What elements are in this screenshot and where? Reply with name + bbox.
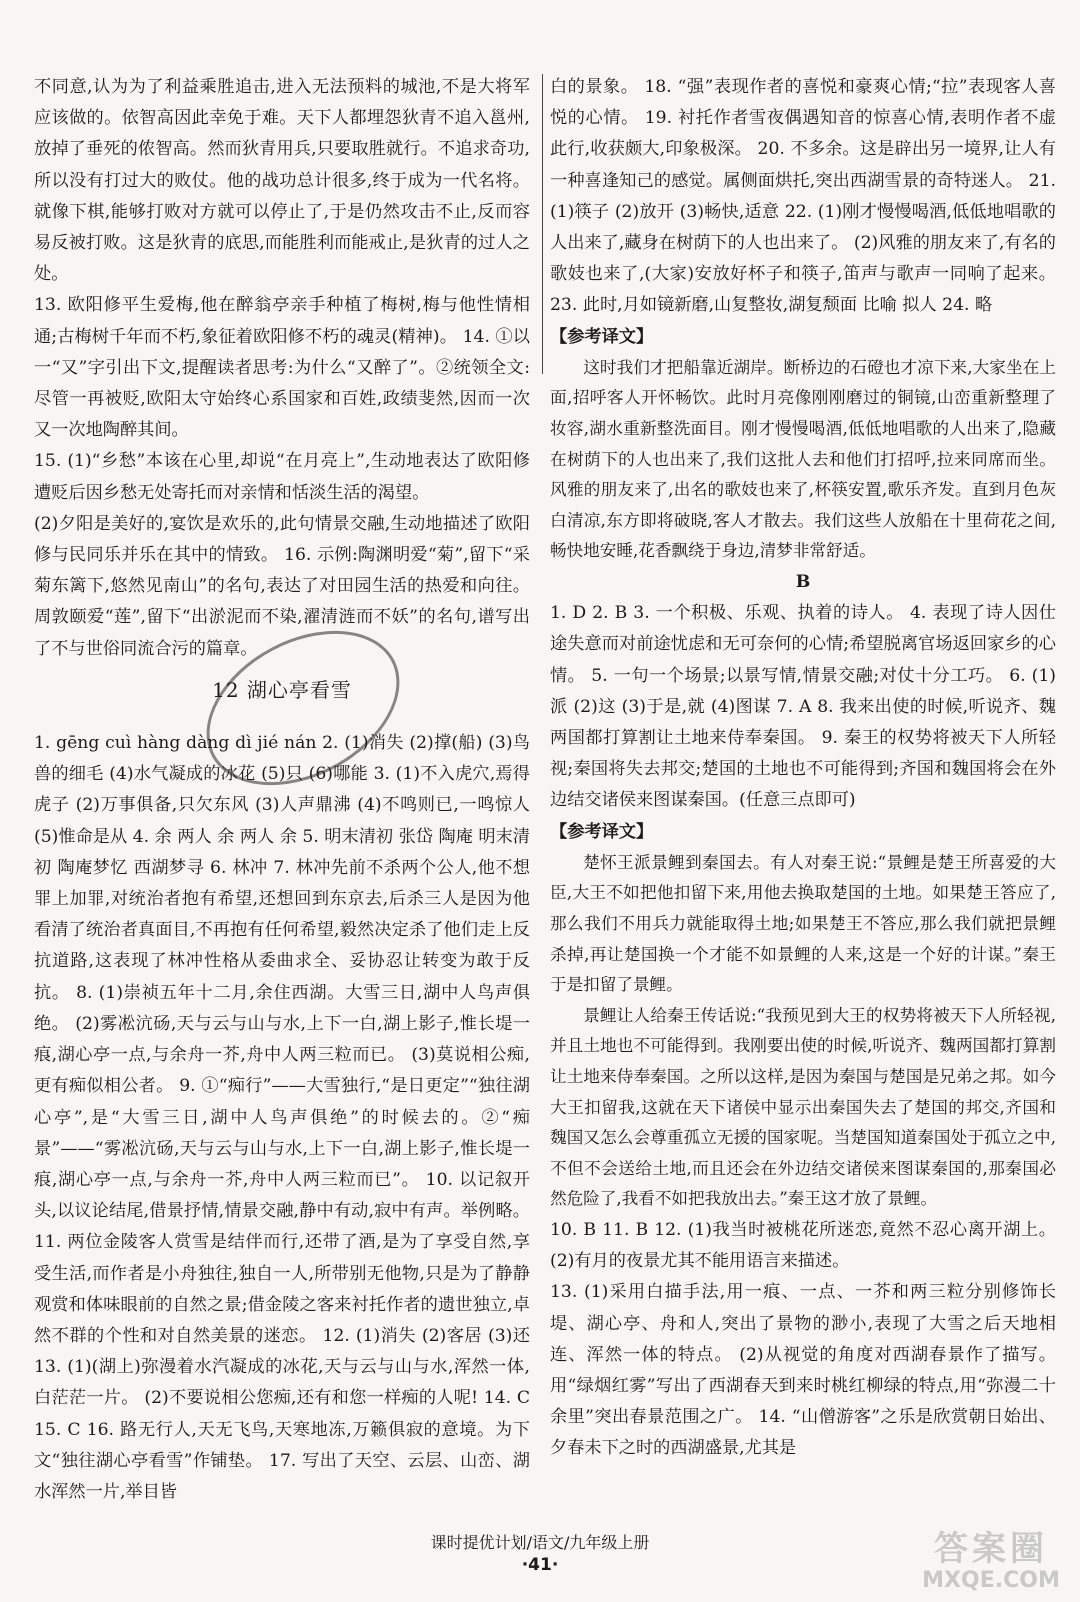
reference-translation-label: 【参考译文】: [550, 326, 654, 347]
translation-paragraph: 楚怀王派景鲤到秦国去。有人对秦王说:“景鲤是楚王所喜爱的大臣,大王不如把他扣留下来,用他去换取楚国的土地。如果楚王答应了,那么我们不用兵力就能取得土地;如果楚王不答应,那么我们就把景鲤杀掉,再让楚国换一个才能不如景鲤的人来,这是一个好的计谋。”秦王于是扣留了景鲤。: [550, 852, 1056, 995]
watermark-url: MXQE.COM: [922, 1568, 1060, 1593]
answer-paragraph: 13. 欧阳修平生爱梅,他在醉翁亭亲手种植了梅树,梅与他性情相通;古梅树千年而不朽,象征着欧阳修不朽的魂灵(精神)。 14. ①以一“又”字引出下文,提醒读者思考:为什么“又醉了”。②统领全文:尽管一再被贬,欧阳太守始终心系国家和百姓,政绩斐然,因而一次又一次地陶醉其间。: [34, 295, 530, 441]
left-column: [34, 72, 530, 1508]
page-number: ·41·: [521, 1555, 559, 1575]
answer-paragraph: (2)夕阳是美好的,宴饮是欢乐的,此句情景交融,生动地描述了欧阳修与民同乐并乐在其中的情致。 16. 示例:陶渊明爱“菊”,留下“采菊东篱下,悠然见南山”的名句,表达了对田园生活的热爱和向往。周敦颐爱“莲”,留下“出淤泥而不染,濯清涟而不妖”的名句,谱写出了不与世俗同流合污的篇章。: [34, 513, 530, 659]
translation-paragraph: 景鲤让人给秦王传话说:“我预见到大王的权势将被天下人所轻视,并且土地也不可能得到。我刚要出使的时候,听说齐、魏两国都打算割让土地来侍奉秦国。之所以这样,是因为秦国与楚国是兄弟之邦。如今大王扣留我,这就在天下诸侯中显示出秦国失去了楚国的邦交,齐国和魏国又怎么会尊重孤立无援的国家呢。当楚国知道秦国处于孤立之中,不但不会送给土地,而且还会在外边结交诸侯来图谋秦国的,那秦国必然危险了,我看不如把我放出去。”秦王这才放了景鲤。: [550, 1005, 1056, 1209]
watermark-logo-text: 答案圈: [934, 1529, 1048, 1569]
section-heading-b: B: [795, 571, 811, 592]
footer-book-title: 课时提优计划/语文/九年级上册: [430, 1533, 650, 1552]
answer-paragraph: 13. (1)采用白描手法,用一痕、一点、一芥和两三粒分别修饰长堤、湖心亭、舟和人,突出了景物的渺小,表现了大雪之后天地相连、浑然一体的特点。 (2)从视觉的角度对西湖春景作了描写。用“绿烟红雾”写出了西湖春天到来时桃红柳绿的特点,用“弥漫二十余里”突出春景范围之广。 14. “山僧游客”之乐是欣赏朝日始出、夕春未下之时的西湖盛景,尤其是: [550, 1282, 1056, 1459]
translation-paragraph: 这时我们才把船靠近湖岸。断桥边的石磴也才凉下来,大家坐在上面,招呼客人开怀畅饮。此时月亮像刚刚磨过的铜镜,山峦重新整理了妆容,湖水重新整洗面目。刚才慢慢喝酒,低低地唱歌的人出来了,隐藏在树荫下的人也出来了,我们这批人去和他们打招呼,拉来同席而坐。风雅的朋友来了,出名的歌妓也来了,杯筷安置,歌乐齐发。直到月色灰白清凉,东方即将破晓,客人才散去。我们这些人放船在十里荷花之间,畅快地安睡,花香飘绕于身边,清梦非常舒适。: [550, 357, 1056, 561]
answer-paragraph: 1. D 2. B 3. 一个积极、乐观、执着的诗人。 4. 表现了诗人因仕途失意而对前途忧虑和无可奈何的心情;希望脱离官场返回家乡的心情。 5. 一句一个场景;以景写情,情景交融;对仗十分工巧。 6. (1)派 (2)这 (3)于是,就 (4)图谋 7. A 8. 我来出使的时候,听说齐、魏两国都打算割让土地来侍奉秦国。 9. 秦王的权势将被天下人所轻视;秦国将失去邦交;楚国的土地也不可能得到;齐国和魏国将会在外边结交诸侯来图谋秦国。(任意三点即可): [550, 603, 1056, 811]
right-column: [550, 72, 1056, 1465]
answer-paragraph: 不同意,认为为了利益乘胜追击,进入无法预料的城池,不是大将军应该做的。依智高因此幸免于难。天下人都埋怨狄青不追入邕州,放掉了垂死的侬智高。然而狄青用兵,只要取胜就行。不追求奇功,所以没有打过大的败仗。他的战功总计很多,终于成为一代名将。就像下棋,能够打败对方就可以停止了,于是仍然攻击不止,反而容易反被打败。这是狄青的底思,而能胜利而能戒止,是狄青的过人之处。: [34, 77, 530, 285]
answer-paragraph: 10. B 11. B 12. (1)我当时被桃花所迷恋,竟然不忍心离开湖上。 (2)有月的夜景尤其不能用语言来描述。: [550, 1219, 1056, 1272]
answer-paragraph: 15. (1)“乡愁”本该在心里,却说“在月亮上”,生动地表达了欧阳修遭贬后因乡愁无处寄托而对亲情和恬淡生活的渴望。: [34, 451, 530, 503]
answer-paragraph: 1. gēng cuì hàng dàng dì jié nán 2. (1)消失 (2)撑(船) (3)鸟兽的细毛 (4)水气凝成的冰花 (5)只 (6)哪能 3. (1)不入虎穴,焉得虎子 (2)万事俱备,只欠东风 (3)人声鼎沸 (4)不鸣则已,一鸣惊人 (5)惟命是从 4. 余 两人 余 两人 余 5. 明末清初 张岱 陶庵 明末清初 陶庵梦忆 西湖梦寻 6. 林冲 7. 林冲先前不杀两个公人,他不想罪上加罪,对统治者抱有希望,还想回到东京去,后杀三人是因为他看清了统治者真面目,不再抱有任何希望,毅然决定杀了他们走上反抗道路,这表现了林冲性格从委曲求全、妥协忍让转变为敢于反抗。 8. (1)崇祯五年十二月,余住西湖。大雪三日,湖中人鸟声俱绝。 (2)雾凇沆砀,天与云与山与水,上下一白,湖上影子,惟长堤一痕,湖心亭一点,与余舟一芥,舟中人两三粒而已。 (3)莫说相公痴,更有痴似相公者。 9. ①“痴行”——大雪独行,“是日更定”“独往湖心亭”,是“大雪三日,湖中人鸟声俱绝”的时候去的。②“痴景”——“雾凇沆砀,天与云与山与水,上下一白,湖上影子,惟长堤一痕,湖心亭一点,与余舟一芥,舟中人两三粒而已”。 10. 以记叙开头,以议论结尾,借景抒情,情景交融,静中有动,寂中有声。举例略。 11. 两位金陵客人赏雪是结伴而行,还带了酒,是为了享受自然,享受生活,而作者是小舟独往,独自一人,所带别无他物,只是为了静静观赏和体味眼前的自然之景;借金陵之客来衬托作者的遗世独立,卓然不群的个性和对自然美景的迷恋。 12. (1)消失 (2)客居 (3)还 13. (1)(湖上)弥漫着水汽凝成的冰花,天与云与山与水,浑然一体,白茫茫一片。 (2)不要说相公您痴,还有和您一样痴的人呢! 14. C 15. C 16. 路无行人,天无飞鸟,天寒地冻,万籁俱寂的意境。为下文“独往湖心亭看雪”作铺垫。 17. 写出了天空、云层、山峦、湖水浑然一片,举目皆: [34, 733, 530, 1502]
reference-translation-label: 【参考译文】: [550, 821, 654, 842]
site-watermark: [916, 1530, 1066, 1594]
lesson-heading: 12 湖心亭看雪: [212, 677, 352, 702]
column-divider: [542, 74, 543, 374]
answer-paragraph: 白的景象。 18. “强”表现作者的喜悦和豪爽心情;“拉”表现客人喜悦的心情。 19. 衬托作者雪夜偶遇知音的惊喜心情,表明作者不虚此行,收获颇大,印象极深。 20. 不多余。这是辟出另一境界,让人有一种喜逢知己的感觉。属侧面烘托,突出西湖雪景的奇特迷人。 21. (1)筷子 (2)放开 (3)畅快,适意 22. (1)刚才慢慢喝酒,低低地唱歌的人出来了,藏身在树荫下的人也出来了。 (2)风雅的朋友来了,有名的歌妓也来了,(大家)安放好杯子和筷子,笛声与歌声一同响了起来。 23. 此时,月如镜新磨,山复整妆,湖复颓面 比喻 拟人 24. 略: [550, 77, 1056, 316]
